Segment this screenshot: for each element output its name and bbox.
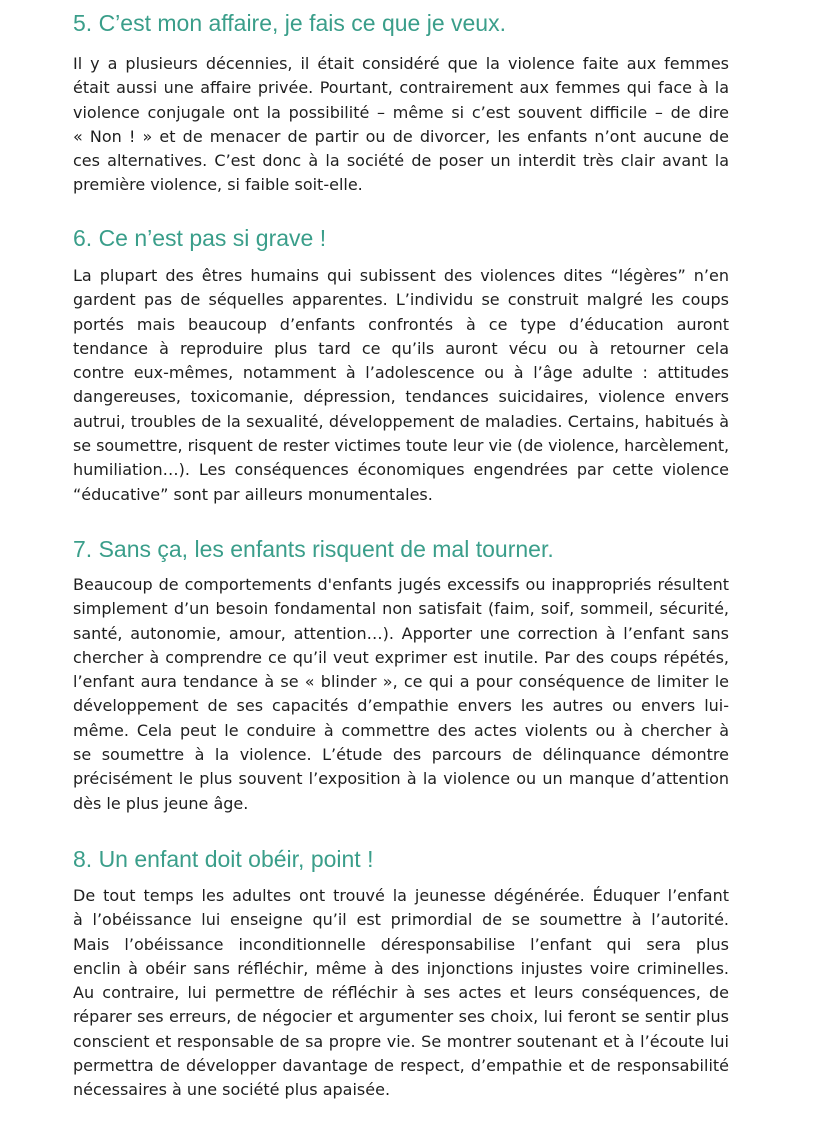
paragraph-line: simplement d’un besoin fondamental non satisfait (faim, soif, sommeil, sécurité, — [73, 599, 729, 619]
paragraph-line: santé, autonomie, amour, attention…). Apporter une correction à l’enfant sans — [73, 623, 729, 643]
paragraph-line: chercher à comprendre ce qu’il veut exprimer est inutile. Par des coups répétés, — [73, 647, 729, 667]
section-7 — [73, 535, 729, 816]
paragraph-line: autrui, troubles de la sexualité, développement de maladies. Certains, habitués à — [73, 411, 729, 431]
paragraph-line: De tout temps les adultes ont trouvé la jeunesse dégénérée. Éduquer l’enfant — [73, 886, 729, 905]
paragraph-line: première violence, si faible soit-elle. — [73, 175, 363, 195]
paragraph-line: Il y a plusieurs décennies, il était considéré que la violence faite aux femmes — [73, 54, 729, 73]
paragraph-line: l’enfant aura tendance à se « blinder », ce qui a pour conséquence de limiter le — [73, 672, 729, 692]
paragraph-line: violence conjugale ont la possibilité – même si c’est souvent difficile – de dire — [73, 102, 729, 122]
section-paragraph — [73, 573, 729, 816]
paragraph-line: se soumettre, risquent de rester victimes toute leur vie (de violence, harcèlement, — [73, 436, 729, 456]
paragraph-line: dangereuses, toxicomanie, dépression, tendances suicidaires, violence envers — [73, 387, 729, 407]
paragraph-line: se soumettre à la violence. L’étude des parcours de délinquance démontre — [73, 745, 729, 765]
paragraph-line: conscient et responsable de sa propre vie. Se montrer soutenant et à l’écoute lui — [73, 1031, 729, 1051]
paragraph-line: La plupart des êtres humains qui subissent des violences dites “légères” n’en — [73, 266, 729, 285]
section-heading: 7. Sans ça, les enfants risquent de mal tourner. — [73, 536, 554, 562]
paragraph-line: gardent pas de séquelles apparentes. L’individu se construit malgré les coups — [73, 290, 729, 310]
section-8 — [73, 845, 729, 1103]
section-paragraph — [73, 52, 729, 198]
section-heading: 6. Ce n’est pas si grave ! — [73, 225, 327, 251]
paragraph-line: dès le plus jeune âge. — [73, 793, 249, 813]
paragraph-line: humiliation…). Les conséquences économiques engendrées par cette violence — [73, 460, 729, 480]
section-heading: 5. C’est mon affaire, je fais ce que je veux. — [73, 10, 506, 36]
paragraph-line: portés mais beaucoup d’enfants confrontés à ce type d’éducation auront — [73, 314, 729, 334]
section-paragraph — [73, 884, 729, 1103]
section-paragraph — [73, 264, 729, 507]
section-5 — [73, 9, 729, 198]
paragraph-line: nécessaires à une société plus apaisée. — [73, 1080, 391, 1100]
paragraph-line: était aussi une affaire privée. Pourtant, contrairement aux femmes qui face à la — [73, 78, 729, 98]
paragraph-line: Beaucoup de comportements d'enfants jugés excessifs ou inappropriés résultent — [73, 575, 729, 594]
paragraph-line: « Non ! » et de menacer de partir ou de divorcer, les enfants n’ont aucune de — [73, 126, 729, 146]
paragraph-line: permettra de développer davantage de respect, d’empathie et de responsabilité — [73, 1056, 729, 1076]
paragraph-line: précisément le plus souvent l’exposition à la violence ou un manque d’attention — [73, 769, 729, 789]
section-heading: 8. Un enfant doit obéir, point ! — [73, 846, 374, 872]
paragraph-line: ces alternatives. C’est donc à la société de poser un interdit très clair avant la — [73, 151, 729, 171]
paragraph-line: à l’obéissance lui enseigne qu’il est primordial de se soumettre à l’autorité. — [73, 910, 729, 930]
paragraph-line: “éducative” sont par ailleurs monumentales. — [73, 484, 433, 504]
paragraph-line: développement de ses capacités d’empathie envers les autres ou envers lui- — [73, 696, 729, 716]
paragraph-line: enclin à obéir sans réfléchir, même à des injonctions injustes voire criminelles. — [73, 958, 729, 978]
paragraph-line: même. Cela peut le conduire à commettre des actes violents ou à chercher à — [73, 720, 729, 740]
paragraph-line: réparer ses erreurs, de négocier et argumenter ses choix, lui feront se sentir plus — [73, 1007, 729, 1027]
paragraph-line: contre eux-mêmes, notamment à l’adolescence ou à l’âge adulte : attitudes — [73, 363, 729, 383]
paragraph-line: tendance à reproduire plus tard ce qu’ils auront vécu ou à retourner cela — [73, 338, 729, 358]
paragraph-line: Mais l’obéissance inconditionnelle déresponsabilise l’enfant qui sera plus — [73, 934, 729, 954]
paragraph-line: Au contraire, lui permettre de réfléchir à ses actes et leurs conséquences, de — [73, 983, 729, 1003]
section-6 — [73, 224, 729, 507]
